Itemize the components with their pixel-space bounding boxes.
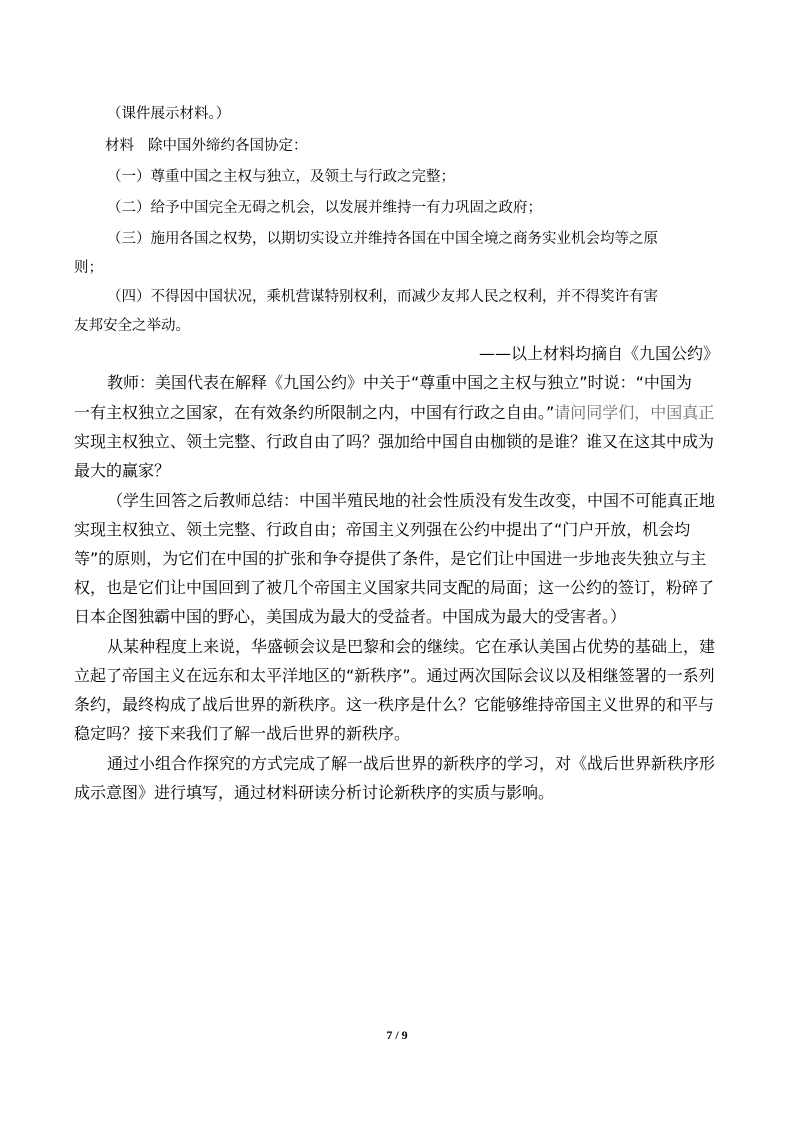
summary-line-2: 实现主权独立、领土完整、行政自由；帝国主义列强在公约中提出了“门户开放，机会均 xyxy=(74,520,691,539)
treaty-item-1: （一）尊重中国之主权与独立，及领土与行政之完整； xyxy=(107,169,455,185)
treaty-item-4-line-1: （四）不得因中国状况，乘机营谋特别权利，而减少友邦人民之权利，并不得奖许有害 xyxy=(107,289,658,305)
teacher-question-start: 请问同学们，中国真正 xyxy=(554,403,715,422)
material-source: ——以上材料均摘自《九国公约》 xyxy=(478,344,719,363)
paragraph-2-line-1: 从某种程度上来说，华盛顿会议是巴黎和会的继续。它在承认美国占优势的基础上，建 xyxy=(107,637,716,656)
summary-line-3: 等”的原则，为它们在中国的扩张和争夺提供了条件，是它们让中国进一步地丧失独立与主 xyxy=(74,549,707,568)
teacher-line-1: 教师：美国代表在解释《九国公约》中关于“尊重中国之主权与独立”时说：“中国为 xyxy=(107,373,692,392)
paragraph-2-line-3: 条约，最终构成了战后世界的新秩序。这一秩序是什么？它能够维持帝国主义世界的和平与 xyxy=(74,695,715,714)
paragraph-3-line-2: 成示意图》进行填写，通过材料研读分析讨论新秩序的实质与影响。 xyxy=(74,783,555,802)
paragraph-2-line-4: 稳定吗？接下来我们了解一战后世界的新秩序。 xyxy=(74,724,411,743)
page-number: 7 / 9 xyxy=(386,1028,408,1042)
teacher-quote: 一有主权独立之国家，在有效条约所限制之内，中国有行政之自由。” xyxy=(74,403,555,422)
summary-line-4: 权，也是它们让中国回到了被几个帝国主义国家共同支配的局面；这一公约的签订，粉碎了 xyxy=(74,578,715,597)
summary-line-1: （学生回答之后教师总结：中国半殖民地的社会性质没有发生改变，中国不可能真正地 xyxy=(107,491,716,510)
treaty-item-3-line-1: （三）施用各国之权势，以期切实设立并维持各国在中国全境之商务实业机会均等之原 xyxy=(107,231,658,247)
paragraph-2-line-2: 立起了帝国主义在远东和太平洋地区的“新秩序”。通过两次国际会议以及相继签署的一系列 xyxy=(74,666,715,685)
material-heading xyxy=(105,136,308,156)
material-label: 材料 xyxy=(105,138,134,154)
paragraph-3-line-1: 通过小组合作探究的方式完成了解一战后世界的新秩序的学习，对《战后世界新秩序形 xyxy=(107,754,716,773)
courseware-note: （课件展示材料。） xyxy=(107,106,231,122)
treaty-item-3-line-2: 则； xyxy=(74,260,103,276)
treaty-item-4-line-2: 友邦安全之举动。 xyxy=(74,318,190,334)
teacher-line-4: 最大的赢家？ xyxy=(74,461,171,480)
teacher-line-3: 实现主权独立、领土完整、行政自由了吗？强加给中国自由枷锁的是谁？谁又在这其中成为 xyxy=(74,432,715,451)
material-intro: 除中国外缔约各国协定： xyxy=(148,138,308,154)
treaty-item-2: （二）给予中国完全无碍之机会，以发展并维持一有力巩固之政府； xyxy=(107,200,542,216)
teacher-line-2 xyxy=(74,403,714,423)
summary-line-5: 日本企图独霸中国的野心，美国成为最大的受益者。中国成为最大的受害者。） xyxy=(74,607,627,626)
